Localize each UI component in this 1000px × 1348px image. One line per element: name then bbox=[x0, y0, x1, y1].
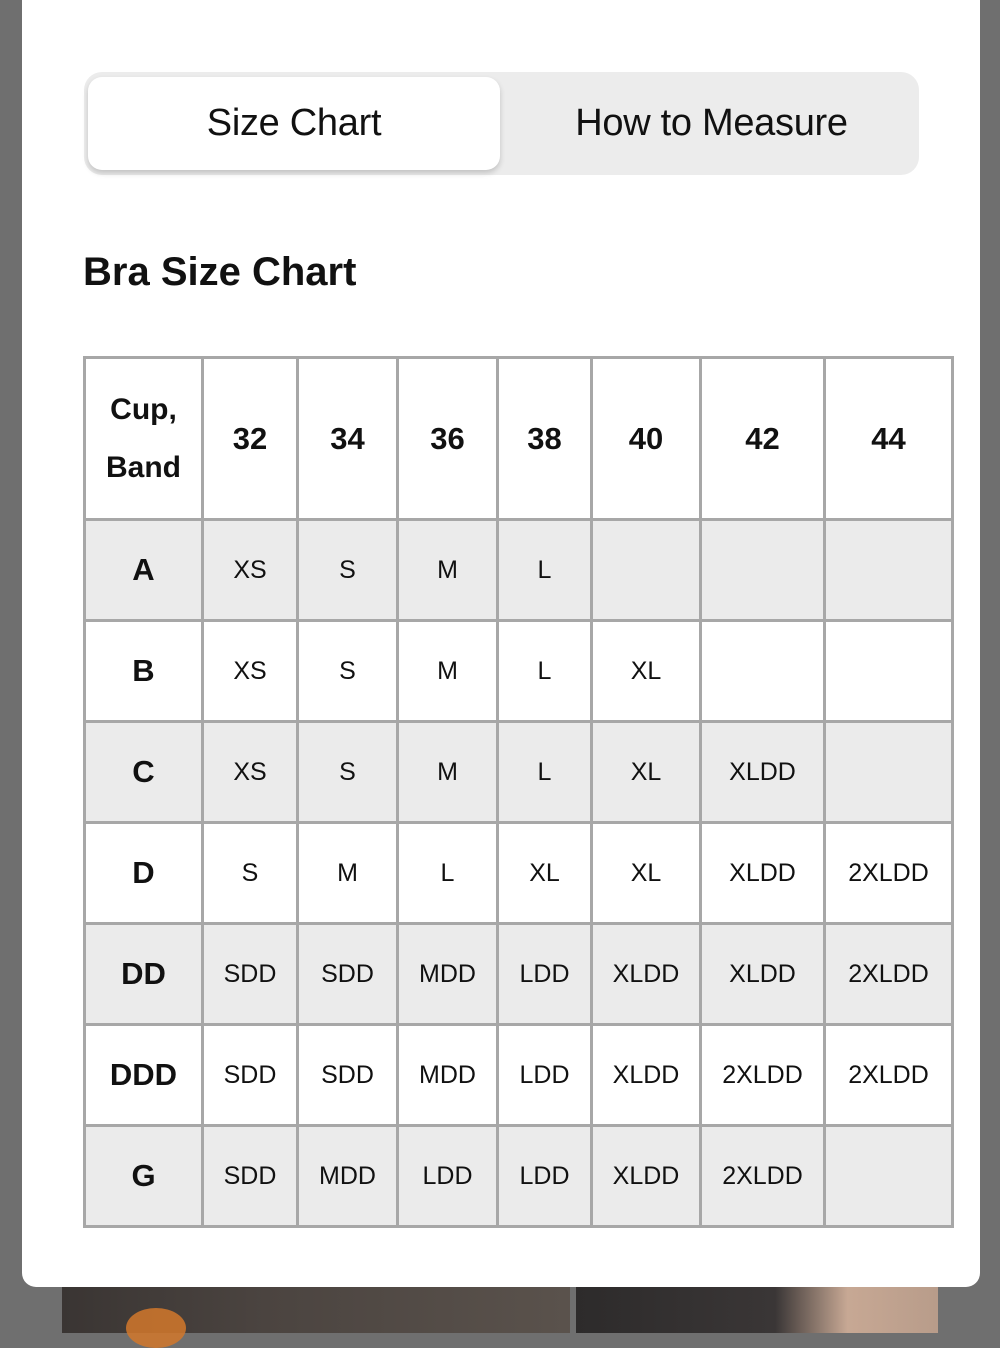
size-cell: XL bbox=[498, 823, 592, 924]
size-cell: S bbox=[298, 722, 398, 823]
size-cell: 2XLDD bbox=[701, 1126, 825, 1227]
cup-label: DD bbox=[85, 924, 203, 1025]
table-row bbox=[85, 1126, 953, 1227]
band-header: 36 bbox=[398, 358, 498, 520]
cup-label: DDD bbox=[85, 1025, 203, 1126]
size-cell: XLDD bbox=[701, 823, 825, 924]
table-row bbox=[85, 1025, 953, 1126]
product-image-left bbox=[62, 1284, 570, 1333]
size-cell: LDD bbox=[498, 924, 592, 1025]
tab-size-chart[interactable]: Size Chart bbox=[88, 77, 500, 170]
size-cell bbox=[825, 520, 953, 621]
size-cell: 2XLDD bbox=[701, 1025, 825, 1126]
size-cell: M bbox=[298, 823, 398, 924]
cup-label: G bbox=[85, 1126, 203, 1227]
band-header: 34 bbox=[298, 358, 398, 520]
size-cell: 2XLDD bbox=[825, 1025, 953, 1126]
table-row bbox=[85, 924, 953, 1025]
band-header: 38 bbox=[498, 358, 592, 520]
product-image-right bbox=[576, 1284, 938, 1333]
size-cell: 2XLDD bbox=[825, 924, 953, 1025]
size-cell: LDD bbox=[398, 1126, 498, 1227]
size-cell: L bbox=[398, 823, 498, 924]
size-cell: SDD bbox=[298, 924, 398, 1025]
size-cell: L bbox=[498, 722, 592, 823]
band-header: 32 bbox=[203, 358, 298, 520]
table-header-row bbox=[85, 358, 953, 520]
tab-switcher bbox=[84, 72, 919, 175]
corner-band-label: Band bbox=[106, 450, 181, 484]
size-cell: S bbox=[203, 823, 298, 924]
size-cell bbox=[825, 621, 953, 722]
size-cell: M bbox=[398, 722, 498, 823]
band-header: 42 bbox=[701, 358, 825, 520]
size-chart-modal bbox=[22, 0, 980, 1287]
size-cell: XL bbox=[592, 621, 701, 722]
size-table bbox=[83, 356, 954, 1228]
cup-label: A bbox=[85, 520, 203, 621]
table-row bbox=[85, 722, 953, 823]
size-cell: SDD bbox=[203, 1025, 298, 1126]
size-table-scroll[interactable] bbox=[83, 356, 929, 1226]
size-cell: XS bbox=[203, 722, 298, 823]
size-cell: SDD bbox=[298, 1025, 398, 1126]
size-cell: M bbox=[398, 621, 498, 722]
size-cell: S bbox=[298, 520, 398, 621]
band-header: 40 bbox=[592, 358, 701, 520]
size-cell: XS bbox=[203, 520, 298, 621]
size-cell bbox=[825, 1126, 953, 1227]
size-cell: XL bbox=[592, 823, 701, 924]
corner-cup-label: Cup, bbox=[110, 392, 177, 426]
size-cell: XS bbox=[203, 621, 298, 722]
table-row bbox=[85, 520, 953, 621]
size-cell bbox=[592, 520, 701, 621]
size-cell: LDD bbox=[498, 1025, 592, 1126]
table-row bbox=[85, 621, 953, 722]
size-cell: L bbox=[498, 520, 592, 621]
corner-header bbox=[85, 358, 203, 520]
size-cell: XLDD bbox=[592, 1126, 701, 1227]
cup-label: B bbox=[85, 621, 203, 722]
size-cell: MDD bbox=[398, 924, 498, 1025]
band-header: 44 bbox=[825, 358, 953, 520]
size-cell: XLDD bbox=[701, 722, 825, 823]
size-cell: XLDD bbox=[592, 1025, 701, 1126]
page-title: Bra Size Chart bbox=[83, 250, 357, 294]
size-cell: M bbox=[398, 520, 498, 621]
size-cell bbox=[701, 520, 825, 621]
size-cell: MDD bbox=[398, 1025, 498, 1126]
cup-label: C bbox=[85, 722, 203, 823]
size-cell: XLDD bbox=[701, 924, 825, 1025]
size-cell: SDD bbox=[203, 1126, 298, 1227]
size-cell: MDD bbox=[298, 1126, 398, 1227]
cup-label: D bbox=[85, 823, 203, 924]
tab-how-to-measure[interactable]: How to Measure bbox=[575, 102, 848, 144]
size-cell: S bbox=[298, 621, 398, 722]
size-cell: SDD bbox=[203, 924, 298, 1025]
size-cell: L bbox=[498, 621, 592, 722]
table-row bbox=[85, 823, 953, 924]
size-cell: LDD bbox=[498, 1126, 592, 1227]
size-cell: XL bbox=[592, 722, 701, 823]
size-cell bbox=[825, 722, 953, 823]
size-cell bbox=[701, 621, 825, 722]
size-cell: 2XLDD bbox=[825, 823, 953, 924]
size-cell: XLDD bbox=[592, 924, 701, 1025]
